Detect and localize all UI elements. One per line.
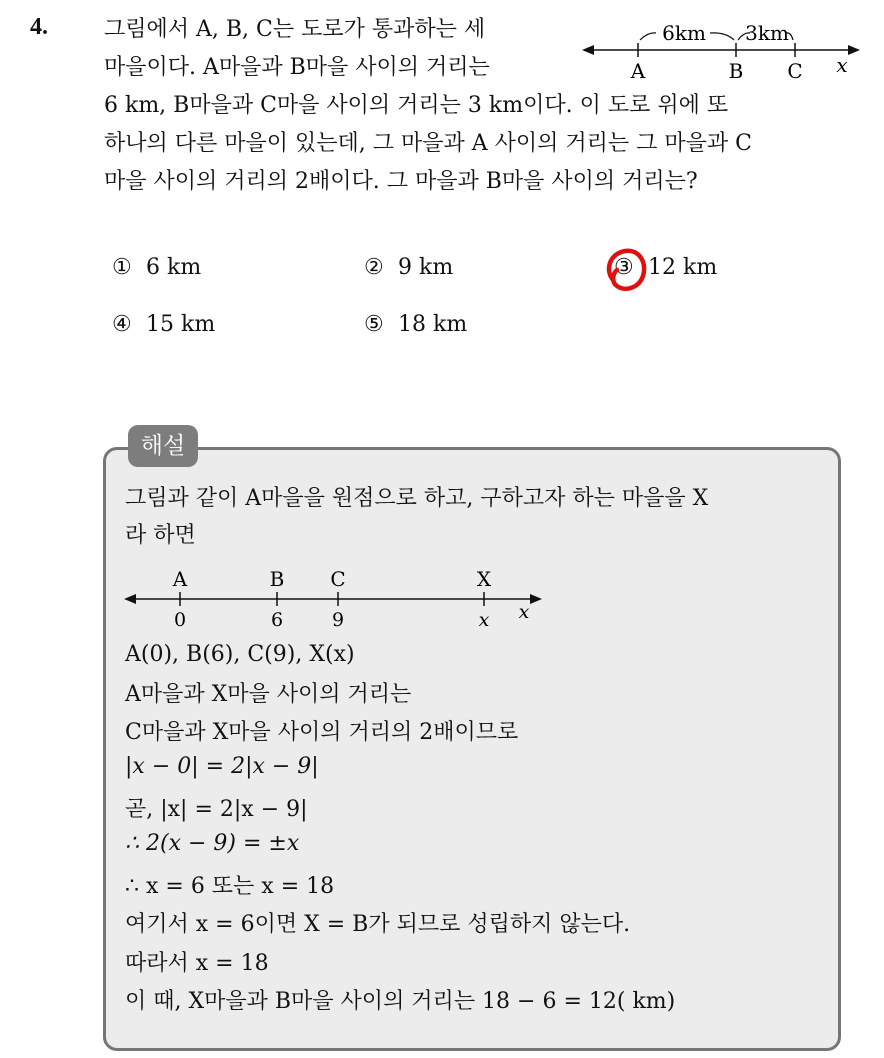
choice-3[interactable]: ③ 12 km — [614, 255, 718, 280]
choice-5[interactable]: ⑤ 18 km — [364, 312, 468, 337]
solution-line: 곧, |x| = 2|x − 9| — [125, 797, 308, 822]
solution-line: C마을과 X마을 사이의 거리의 2배이므로 — [125, 720, 519, 745]
solution-line: 여기서 x = 6이면 X = B가 되므로 성립하지 않는다. — [125, 912, 631, 937]
question-text-line: 마을 사이의 거리의 2배이다. 그 마을과 B마을 사이의 거리는? — [104, 169, 698, 194]
solution-line: ∴ 2(x − 9) = ±x — [125, 831, 300, 856]
solution-line: 라 하면 — [125, 523, 196, 548]
solution-line: ∴ x = 6 또는 x = 18 — [125, 874, 335, 899]
question-text-line: 그림에서 A, B, C는 도로가 통과하는 세 — [104, 17, 486, 42]
point-label-b: B — [728, 59, 744, 83]
solution-line: 따라서 x = 18 — [125, 951, 269, 976]
solution-line: 그림과 같이 A마을을 원점으로 하고, 구하고자 하는 마을을 X — [125, 486, 709, 511]
distance-label-bc: 3km — [745, 21, 789, 45]
choice-2[interactable]: ② 9 km — [364, 255, 454, 280]
solution-line: |x − 0| = 2|x − 9| — [125, 754, 319, 779]
axis-label-x: x — [836, 53, 848, 77]
nl-value-0: 0 — [173, 609, 187, 631]
nl-value-x: x — [478, 609, 490, 631]
nl-value-9: 9 — [331, 609, 345, 631]
answer-mark-circle — [603, 246, 649, 296]
nl-label-c: C — [330, 567, 346, 591]
nl-axis-label: x — [518, 601, 530, 623]
choice-1[interactable]: ① 6 km — [112, 255, 202, 280]
question-text-line: 마을이다. A마을과 B마을 사이의 거리는 — [104, 55, 490, 80]
point-label-a: A — [630, 59, 646, 83]
question-text-line: 하나의 다른 마을이 있는데, 그 마을과 A 사이의 거리는 그 마을과 C — [104, 131, 752, 156]
nl-label-x: X — [476, 567, 492, 591]
solution-line: A마을과 X마을 사이의 거리는 — [125, 682, 412, 707]
solution-number-line — [120, 562, 550, 634]
solution-line: A(0), B(6), C(9), X(x) — [125, 642, 355, 667]
question-text-line: 6 km, B마을과 C마을 사이의 거리는 3 km이다. 이 도로 위에 또 — [104, 93, 729, 118]
distance-label-ab: 6km — [662, 21, 706, 45]
choice-4[interactable]: ④ 15 km — [112, 312, 216, 337]
question-number-line-figure — [580, 18, 870, 88]
point-label-c: C — [787, 59, 803, 83]
nl-label-a: A — [172, 567, 188, 591]
solution-tag: 해설 — [128, 425, 198, 467]
question-number: 4. — [30, 14, 48, 40]
nl-value-6: 6 — [270, 609, 284, 631]
nl-label-b: B — [269, 567, 285, 591]
solution-line: 이 때, X마을과 B마을 사이의 거리는 18 − 6 = 12( km) — [125, 989, 676, 1014]
